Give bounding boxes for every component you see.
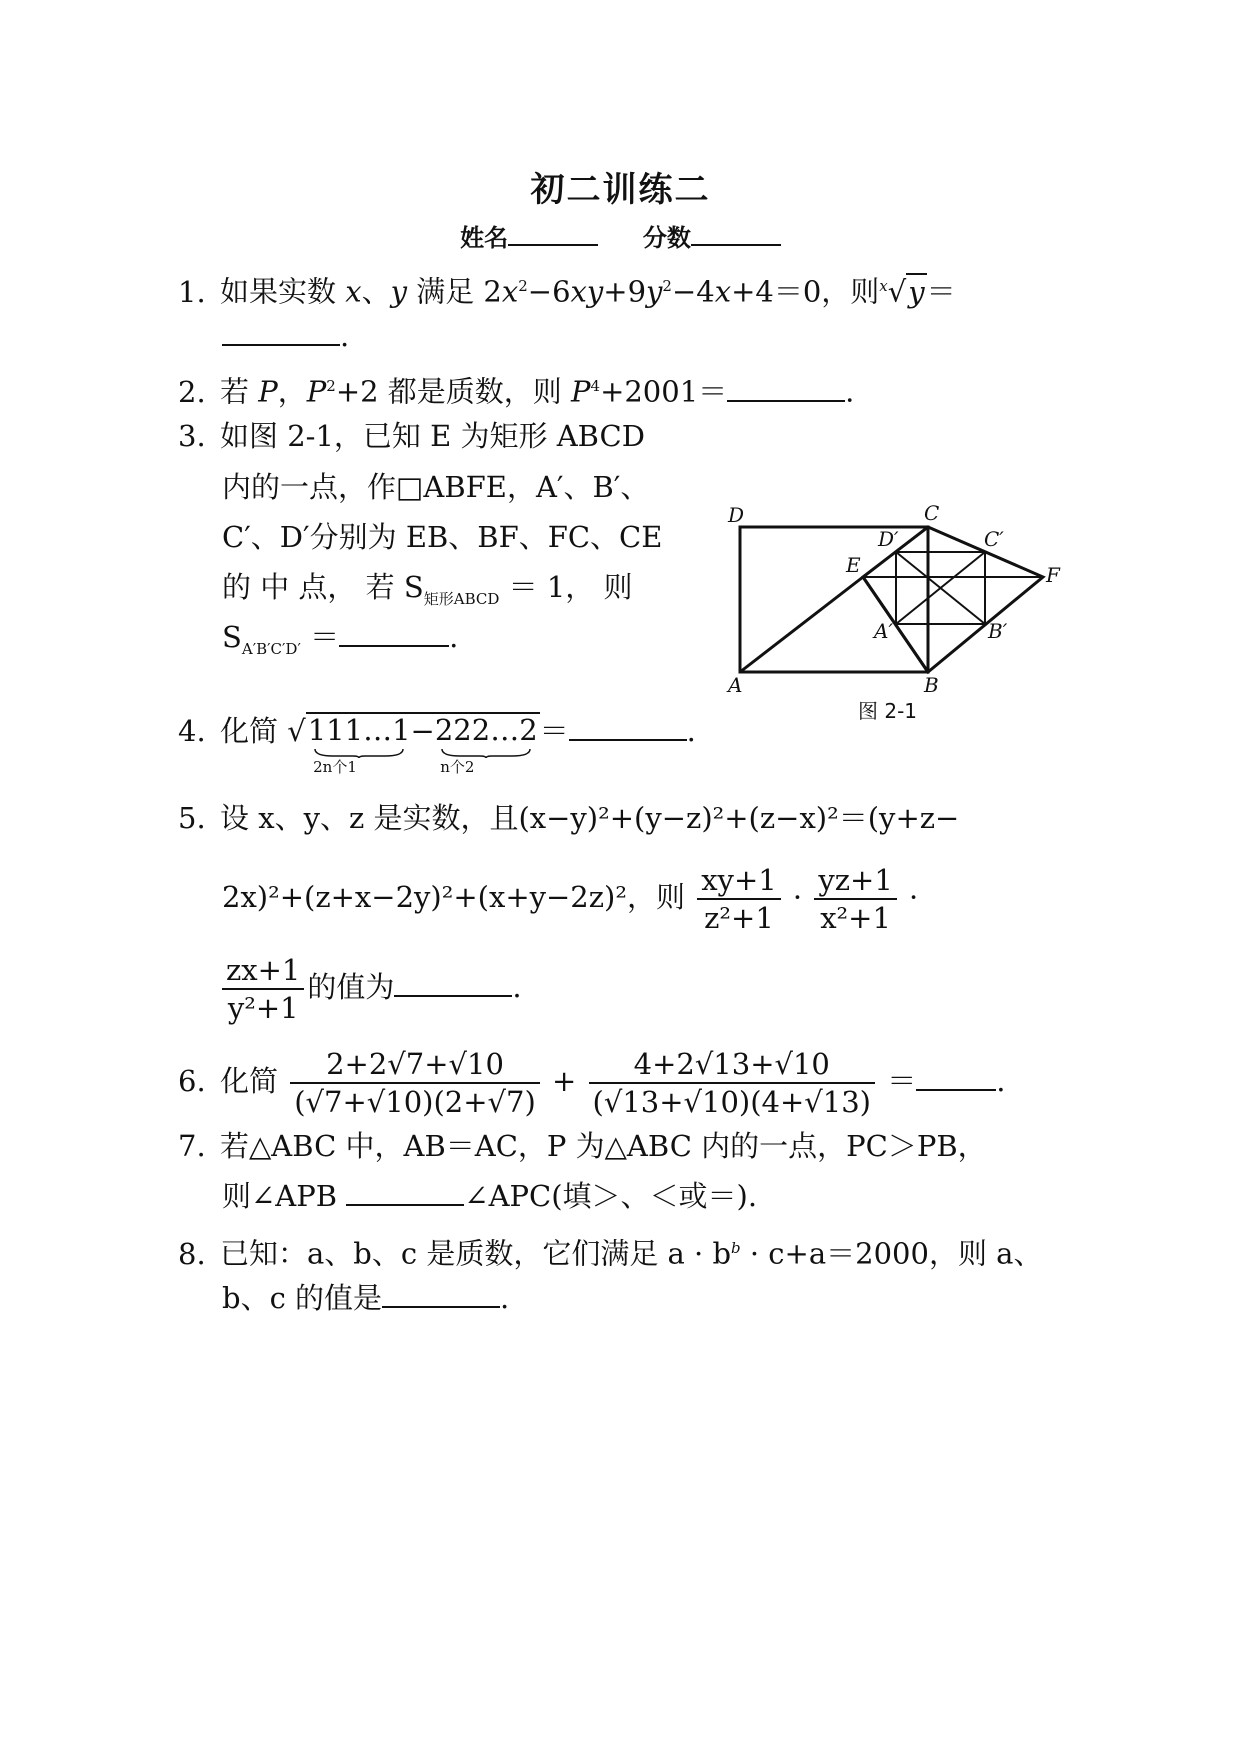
- q1-root-arg: y: [908, 274, 925, 309]
- q5-line-3: [222, 952, 522, 1026]
- q6-plus: +: [552, 1064, 577, 1098]
- question-number: 6.: [178, 1064, 206, 1098]
- q1-text-b: 满足 2: [406, 274, 502, 309]
- q2-text: 若: [220, 374, 259, 409]
- name-label: 姓名: [460, 224, 509, 252]
- q8-line-2: [222, 1274, 509, 1322]
- question-number: 5.: [178, 801, 206, 835]
- label-d: D: [728, 503, 745, 527]
- q1-var-y: y: [390, 274, 407, 309]
- q5-line-2-text: 2x)²+(z+x−2y)²+(x+y−2z)²，则: [222, 880, 685, 914]
- q4-part-2: 222…2: [434, 713, 538, 747]
- name-blank[interactable]: [508, 222, 598, 246]
- q8-line-1: 已知：a、b、c 是质数，它们满足 a · b: [220, 1236, 732, 1271]
- q5-tail: 的值为: [307, 970, 395, 1004]
- q5-answer-blank[interactable]: [394, 969, 512, 997]
- q2-var-p: P: [258, 374, 278, 409]
- question-2: 2. 若 P，$P^2+2$ 都是质数，则 $P^4+2001=$ .: [178, 362, 854, 416]
- q3-line-1: 如图 2-1，已知 E 为矩形 ABCD: [220, 419, 645, 453]
- label-b-prime: B′: [988, 619, 1008, 643]
- question-number: 4.: [178, 714, 206, 748]
- question-5: [178, 794, 959, 842]
- q4-brace-2: n个2: [440, 758, 475, 776]
- question-6: [178, 1046, 1005, 1120]
- question-number: 2.: [178, 374, 206, 409]
- q1-root-index: x: [879, 277, 888, 295]
- label-f: F: [1046, 563, 1060, 587]
- q8-sup: b: [731, 1239, 741, 1257]
- q3-line-4b: ＝ 1， 则: [499, 570, 633, 604]
- q4-part-1: 111…1: [307, 713, 411, 747]
- q1-answer-blank[interactable]: [222, 318, 340, 346]
- worksheet-title: 初二训练二: [530, 170, 711, 210]
- q7-line-2: [222, 1172, 757, 1220]
- q8-end: .: [500, 1281, 510, 1315]
- q3-answer-blank[interactable]: [339, 619, 449, 647]
- q4-end: .: [686, 714, 696, 748]
- q3-line-5: [222, 613, 458, 673]
- q6-eq: ＝: [887, 1064, 917, 1098]
- label-d-prime: D′: [878, 527, 899, 551]
- q4-answer-blank[interactable]: [569, 713, 687, 741]
- q8-line-1b: · c+a＝2000，则 a、: [740, 1236, 1043, 1271]
- question-3: [178, 412, 645, 460]
- q5-line-1: 设 x、y、z 是实数，且(x−y)²+(y−z)²+(z−x)²＝(y+z−: [220, 801, 960, 835]
- q7-line-2a: 则∠APB: [222, 1179, 338, 1213]
- q3-line-4a: 的 中 点， 若 S: [222, 570, 424, 604]
- label-c: C: [924, 501, 940, 525]
- q5-fraction-2: $\frac{yz+1}{\text{x²+1}}$: [814, 862, 896, 936]
- q5-line-2: [222, 862, 918, 936]
- question-number: 7.: [178, 1129, 206, 1163]
- figure-caption: 图 2-1: [858, 699, 918, 723]
- q3-line-5b: ＝: [300, 620, 340, 654]
- q5-end: .: [512, 970, 522, 1004]
- question-number: 1.: [178, 274, 206, 309]
- score-blank[interactable]: [691, 222, 781, 246]
- q1-expr-c: −6: [527, 274, 571, 309]
- q3-line-5-sub: A′B′C′D′: [241, 639, 301, 658]
- q6-label: 化简: [220, 1064, 279, 1098]
- score-label: 分数: [642, 224, 691, 252]
- q2-text-d: +2001＝: [600, 374, 728, 409]
- q6-end: .: [996, 1064, 1006, 1098]
- q1-end: .: [340, 319, 350, 353]
- q7-line-1: 若△ABC 中，AB＝AC，P 为△ABC 内的一点，PC＞PB，: [220, 1129, 987, 1163]
- q4-brace-1: 2n个1: [313, 758, 357, 776]
- q1-var-x: x: [345, 274, 362, 309]
- q6-fraction-1: $\frac{2+2√7+√10}{(√7+√10)(2+√7)}$: [290, 1046, 540, 1120]
- question-4: 4. 化简 √ 111…1 2n个1 − 222…2 n个2 ＝ .: [178, 706, 696, 776]
- q4-eq: ＝: [539, 714, 569, 748]
- question-7: [178, 1122, 987, 1170]
- q4-minus: −: [410, 714, 435, 748]
- q2-text-b: ，: [277, 374, 307, 409]
- question-1: 1. 如果实数 x、y 满足 $2x^2-6xy+9y^2-4x+4=0$，则$^x$√y＝: [178, 262, 956, 316]
- question-number: 3.: [178, 419, 206, 453]
- q4-label: 化简: [220, 714, 279, 748]
- q3-line-5a: S: [222, 620, 242, 654]
- q1-expr-d: +9: [603, 274, 647, 309]
- label-e: E: [846, 553, 861, 577]
- question-8: [178, 1224, 1042, 1278]
- question-number: 8.: [178, 1236, 206, 1271]
- q1-text: 如果实数: [220, 274, 346, 309]
- q8-answer-blank[interactable]: [382, 1280, 500, 1308]
- label-b: B: [924, 673, 939, 697]
- q3-line-4-sub: 矩形ABCD: [423, 589, 500, 608]
- header-fields: [0, 218, 1241, 253]
- label-a: A: [728, 673, 743, 697]
- q3-line-2: 内的一点，作□ABFE，A′、B′、: [222, 470, 650, 504]
- q1-expr-e: −4: [671, 274, 715, 309]
- q5-fraction-1: $\frac{xy+1}{\text{z²+1}}$: [697, 862, 781, 936]
- q4-radicand: [306, 712, 540, 776]
- q7-answer-blank[interactable]: [346, 1178, 464, 1206]
- segment-ae: [740, 577, 863, 672]
- q1-sep: 、: [361, 274, 391, 309]
- figure-2-1: [728, 501, 1060, 697]
- q6-answer-blank[interactable]: [916, 1063, 996, 1091]
- q5-fraction-3: $\frac{zx+1}{\text{y²+1}}$: [222, 952, 304, 1026]
- q8-line-2-text: b、c 的值是: [222, 1281, 383, 1315]
- label-a-prime: A′: [874, 619, 893, 643]
- q2-end: .: [845, 374, 855, 409]
- label-c-prime: C′: [984, 527, 1004, 551]
- q3-end: .: [449, 620, 459, 654]
- q1-eq: ＝: [926, 274, 956, 309]
- q5-dot-2: ·: [909, 880, 919, 914]
- q7-line-2b: ∠APC(填＞、＜或＝).: [464, 1179, 758, 1213]
- q1-expr-f: +4＝0，则: [731, 274, 880, 309]
- q6-fraction-2: $\frac{4+2√13+√10}{(√13+√10)(4+√13)}$: [589, 1046, 875, 1120]
- q2-answer-blank[interactable]: [727, 374, 845, 402]
- q5-dot-1: ·: [792, 880, 803, 914]
- q1-answer-line: [222, 312, 349, 360]
- q3-line-3: C′、D′分别为 EB、BF、FC、CE: [222, 520, 663, 554]
- q2-text-c: +2 都是质数，则: [335, 374, 571, 409]
